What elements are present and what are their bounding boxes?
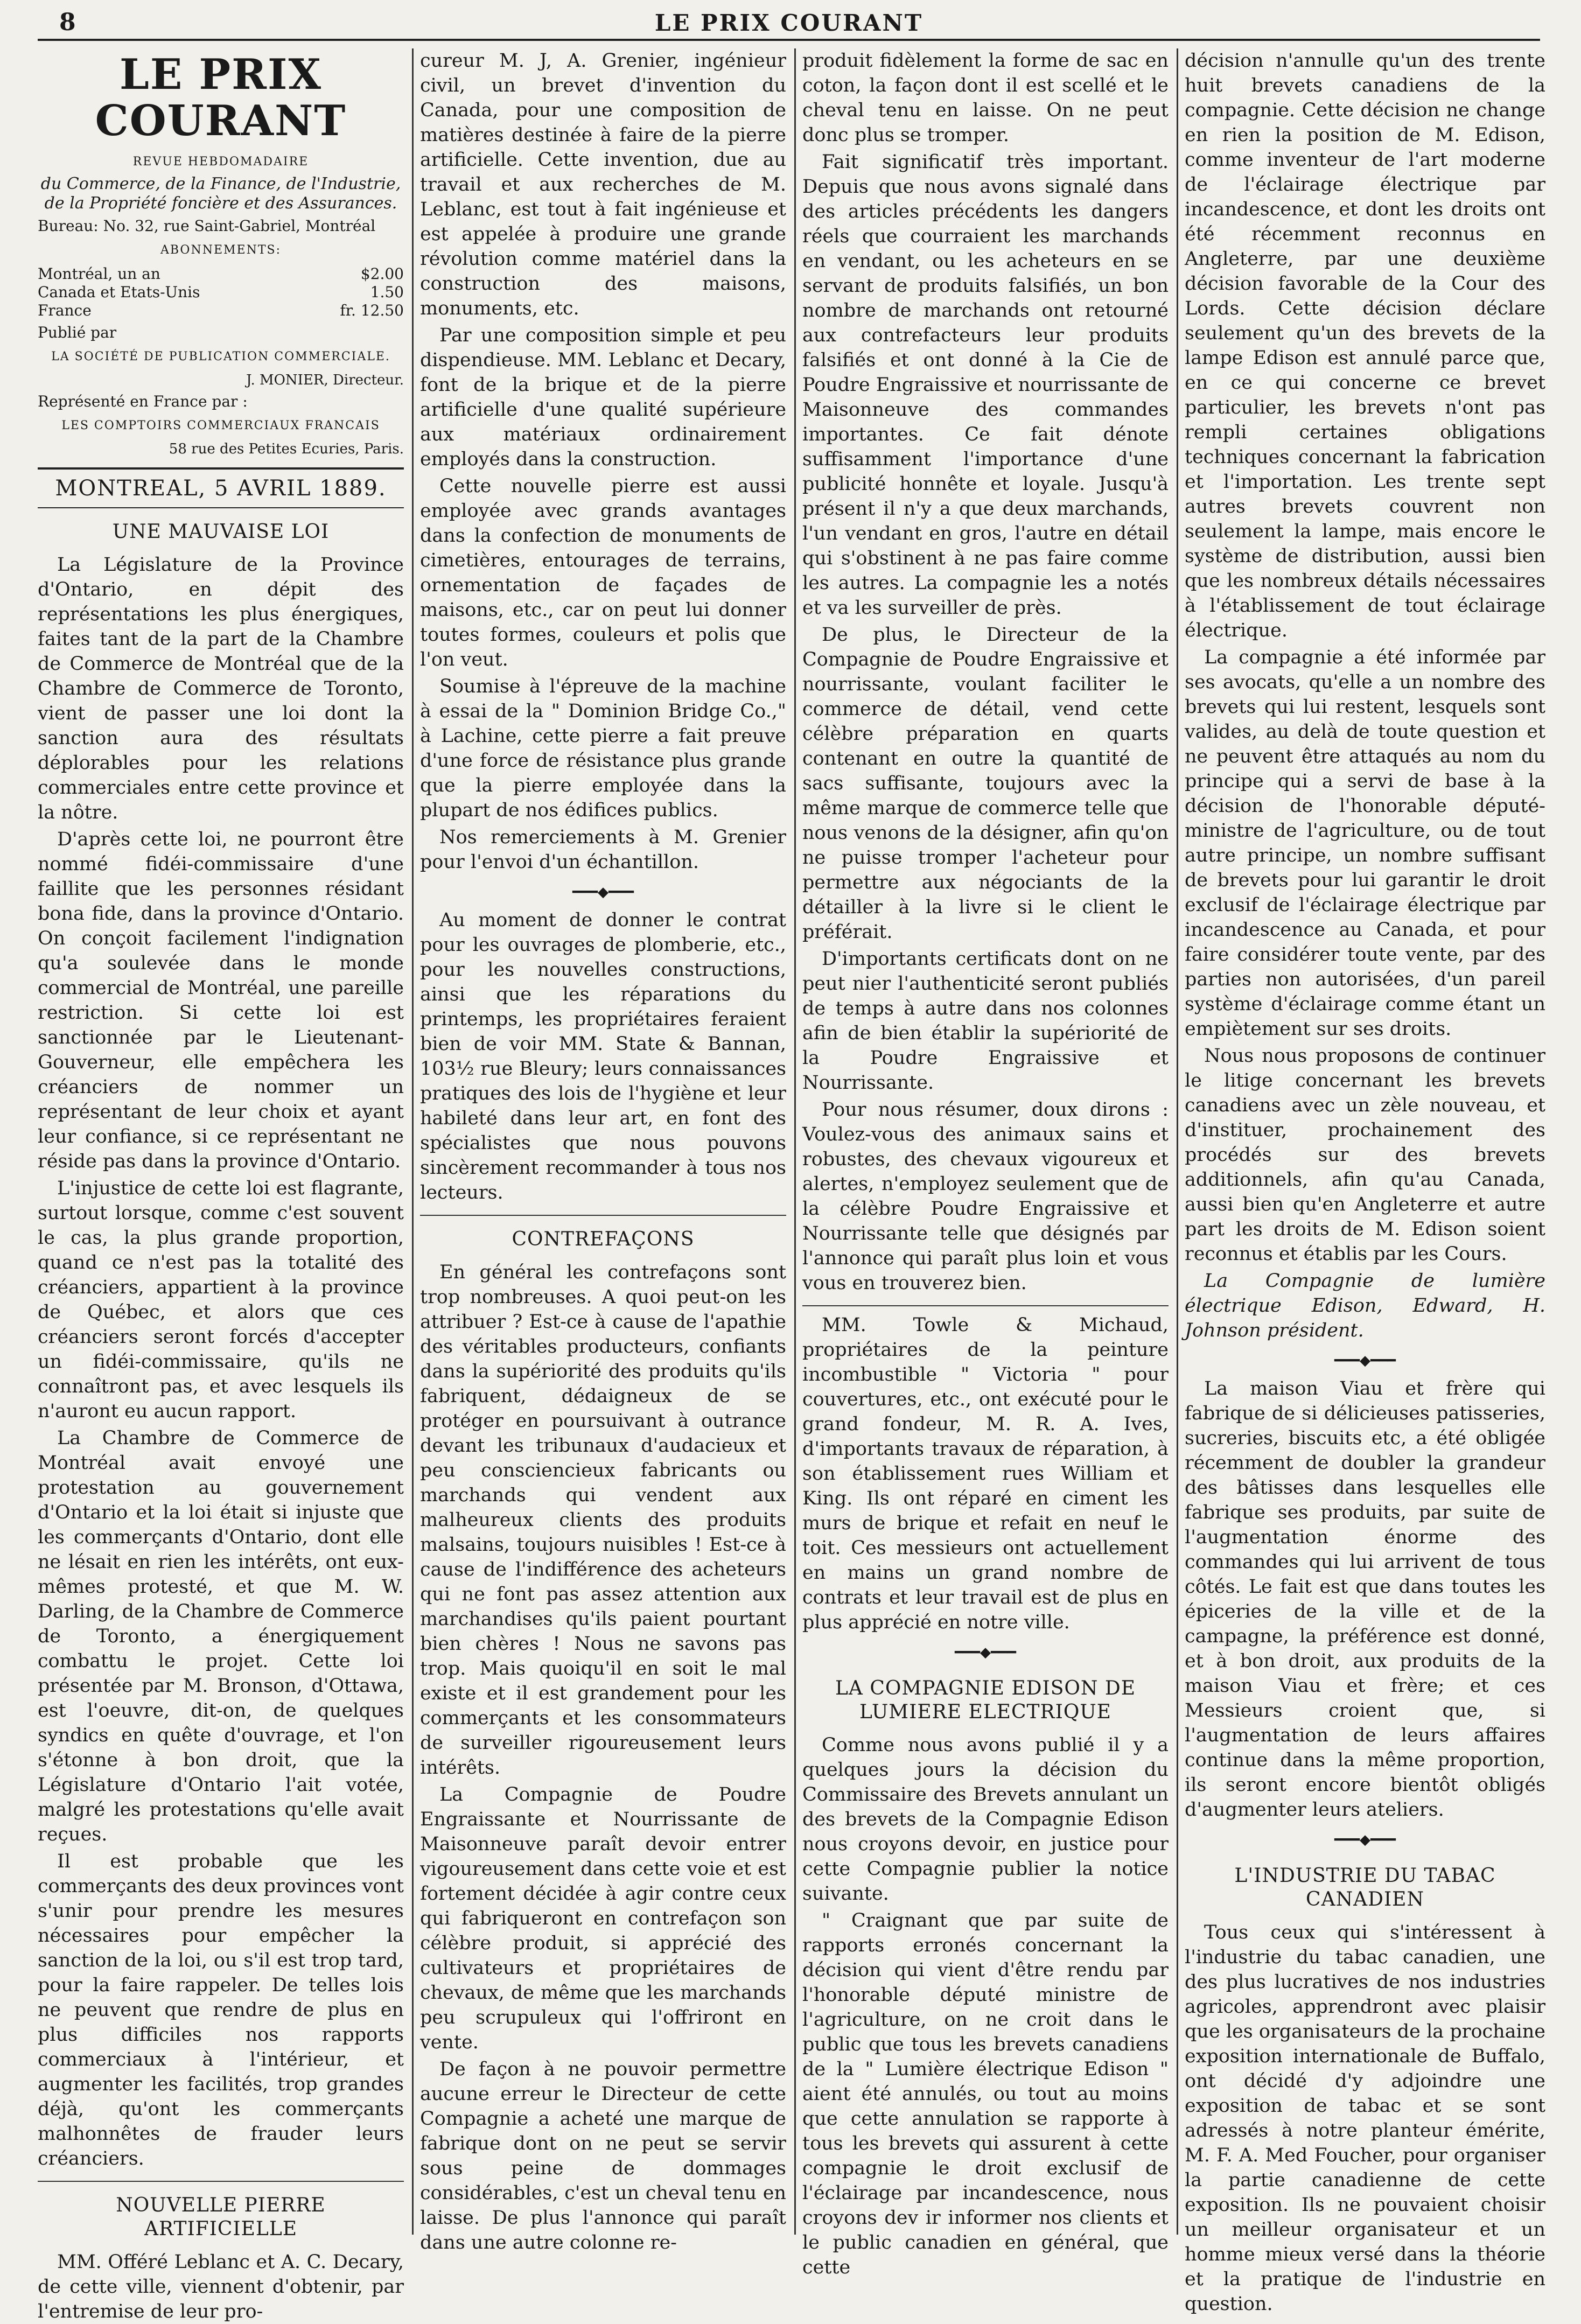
article-paragraph: décision n'annulle qu'un des trente huit brevets canadiens de la compagnie. Cette décision ne change en rien la position de M. Edison, comme inventeur de l'art moderne de l'éclairage électrique par incandescence, et dont les droits ont été récemment reconnus en Angleterre, par une deuxième décision favorable de la Cour des Lords. Cette décision déclare seulement qu'un des brevets de la lampe Edison est annulé parce que, en ce qui concerne ce brevet particulier, les brevets n'ont pas rempli certaines obligations techniques concernant la fabrication et l'importation. Les trente sept autres brevets couvrent non seulement la lampe, mais encore le système de distribution, aussi bien que les nombreux détails nécessaires à l'établissement de tout éclairage électrique. (1185, 50, 1545, 641)
column-rule (1177, 48, 1178, 2235)
masthead-title: LE PRIX COURANT (95, 50, 347, 145)
rate-row (38, 283, 404, 302)
rate-price: 1.50 (370, 283, 404, 301)
article-paragraph: cureur M. J, A. Grenier, ingénieur civil, un brevet d'invention du Canada, pour une composition de matières destinée à faire de la pierre artificielle. Cette invention, due au travail et aux recherches de M. Leblanc, est tout à fait ingénieuse et est appelée à produire une grande révolution comme matériel dans la construction des maisons, monuments, etc. (420, 50, 786, 319)
article-paragraph: Au moment de donner le contrat pour les ouvrages de plomberie, etc., pour les nouvelles constructions, ainsi que les réparations du printemps, les propriétaires feraient bien de voir MM. State & Bannan, 103½ rue Bleury; leurs connaissances pratiques des lois de l'hygiène et leur habileté dans leur art, en font des spécialistes que nous pouvons sincèrement recommander à tous nos lecteurs. (420, 909, 786, 1203)
running-title: LE PRIX COURANT (654, 10, 924, 36)
article-paragraph: De plus, le Directeur de la Compagnie de Poudre Engraissive et nourrissante, voulant faciliter le commerce de détail, vend cette célèbre préparation en quarts contenant en outre la quantité de sacs suffisante, toujours avec la même marque de commerce telle que nous venons de la désigner, afin qu'on ne puisse tromper l'acheteur pour permettre aux négociants de la détailler à la livre si le client le préférait. (802, 624, 1169, 943)
article-paragraph: La Compagnie de Poudre Engraissante et Nourrissante de Maisonneuve paraît devoir entrer vigoureusement dans cette voie et est fortement décidée à agir contre ceux qui fabriqueront en contrefaçon son célèbre produit, si apprécié des cultivateurs et propriétaires de chevaux, de même que les marchands peu scrupuleux qui l'offriront en vente. (420, 1784, 786, 2053)
article-paragraph: D'après cette loi, ne pourront être nommé fidéi-commissaire d'une faillite que les personnes résidant bona fide, dans la province d'Ontario. On conçoit facilement l'indignation qu'a soulevée dans le monde commercial de Montréal, une pareille restriction. Si cette loi est sanctionnée par le Lieutenant-Gouverneur, elle empêchera les créanciers de nommer un représentant de leur choix et ayant leur confiance, si ce représentant ne réside pas dans la province d'Ontario. (38, 829, 404, 1172)
headline-mauvaise-loi: UNE MAUVAISE LOI (112, 521, 330, 543)
dateline: MONTREAL, 5 AVRIL 1889. (38, 467, 404, 508)
column-2 (420, 48, 786, 2253)
rate-price: $2.00 (360, 265, 404, 283)
article-paragraph: La maison Viau et frère qui fabrique de si délicieuses patisseries, sucreries, biscuits etc, a été obligée récemment de doubler la grandeur des bâtisses dans lesquelles elle fabrique ses produits, par suite de l'augmentation énorme des commandes qui lui arrivent de tous côtés. Le fait est que dans toutes les épiceries de la ville et de la campagne, la préférence est donné, et à bon droit, aux produits de la maison Viau et frère; et ces Messieurs croient que, si l'augmentation de leurs affaires continue dans la même proportion, ils seront encore bientôt obligés d'augmenter leurs ateliers. (1185, 1378, 1545, 1821)
headline-edison: LA COMPAGNIE EDISON DE LUMIERE ELECTRIQUE (835, 1677, 1136, 1723)
rate-place: Montréal, un an (38, 265, 160, 283)
article-paragraph: La compagnie a été informée par ses avocats, qu'elle a un nombre des brevets qui lui restent, lesquels sont valides, au delà de toute question et ne peuvent être attaqués au nom du principe qui a servi de base à la décision de l'honorable député-ministre de l'agriculture, ou de tout autre principe, un nombre suffisant de brevets pour lui garantir le droit exclusif de l'éclairage électrique par incandescence au Canada, et pour faire considérer toute vente, par des parties non autorisées, d'un pareil système d'éclairage comme étant un empiètement sur ses droits. (1185, 647, 1545, 1040)
rate-place: France (38, 302, 92, 319)
article-paragraph: Par une composition simple et peu dispendieuse. MM. Leblanc et Decary, font de la brique et de la pierre artificielle d'une qualité supérieure aux matériaux ordinairement employés dans la construction. (420, 325, 786, 470)
societe-name: LA SOCIÉTÉ DE PUBLICATION COMMERCIALE. (51, 350, 390, 363)
article-paragraph: Comme nous avons publié il y a quelques jours la décision du Commissaire des Brevets annulant un des brevets de la Compagnie Edison nous croyons devoir, en justice pour cette Compagnie publier la notice suivante. (802, 1734, 1169, 1905)
article-paragraph: Tous ceux qui s'intéressent à l'industrie du tabac canadien, une des plus lucratives de nos industries agricoles, apprendront avec plaisir que les organisateurs de la prochaine exposition internationale de Buffalo, ont décidé d'y adjoindre une exposition de tabac et se sont adressés à notre planteur émérite, M. F. A. Med Foucher, pour organiser la partie canadienne de cette exposition. Ils ne pouvaient choisir un meilleur organisateur et un homme mieux versé dans la théorie et la pratique de l'industrie en question. (1185, 1922, 1545, 2315)
column-rule (794, 48, 796, 2235)
running-header (38, 8, 1540, 41)
article-paragraph: " Craignant que par suite de rapports erronés concernant la décision qui vient d'être rendu par l'honorable député ministre de l'agriculture, on ne croit dans le public que tous les brevets canadiens de la " Lumière électrique Edison " aient été annulés, ou tout au moins que cette annulation se rapporte à tous les brevets qui assurent à cette compagnie le droit exclusif de l'éclairage par incandescence, nous croyons dev ir informer nos clients et le public canadien en général, que cette (802, 1910, 1169, 2278)
article-paragraph: Fait significatif très important. Depuis que nous avons signalé dans des articles précédents les dangers réels que courraient les marchands en vendant, ou les acheteurs en se servant de produits falsifiés, un bon nombre de marchands ont retourné aux contrefacteurs leur produits falsifiés et ont donné à la Cie de Poudre Engraissive et nourrissante de Maisonneuve des commandes importantes. Ce fait dénote suffisamment l'importance d'une publicité honnête et loyale. Jusqu'à présent il n'y a que deux marchands, l'un vendant en gros, l'autre en détail qui s'obstinent à ne pas faire comme les autres. La compagnie les a notés et va les surveiller de près. (802, 151, 1169, 619)
headline-tabac: L'INDUSTRIE DU TABAC CANADIEN (1234, 1865, 1496, 1910)
comptoirs-address: 58 rue des Petites Ecuries, Paris. (169, 441, 404, 457)
column-4 (1185, 48, 1545, 2315)
ornament-divider: ━━━◆━━━ (1334, 1832, 1396, 1848)
article-signature: La Compagnie de lumière électrique Edison, Edward, H. Johnson président. (1185, 1270, 1545, 1341)
headline-pierre-artificielle: NOUVELLE PIERRE ARTIFICIELLE (116, 2194, 326, 2240)
article-paragraph: MM. Offéré Leblanc et A. C. Decary, de cette ville, viennent d'obtenir, par l'entremise de leur pro- (38, 2251, 404, 2322)
represente: Représenté en France par : (38, 393, 248, 410)
article-paragraph: Nous nous proposons de continuer le litige concernant les brevets canadiens avec un zèle nouveau, et d'instituer, prochainement des procédés sur des brevets additionnels, afin qu'au Canada, aussi bien qu'en Angleterre et autre part les droits de M. Edison soient reconnus et établis par les Cours. (1185, 1045, 1545, 1265)
article-paragraph: De façon à ne pouvoir permettre aucune erreur le Directeur de cette Compagnie a acheté une marque de fabrique dont on ne peut se servir sous peine de dommages considérables, c'est un cheval tenu en laisse. De plus l'annonce qui paraît dans une autre colonne re- (420, 2059, 786, 2253)
article-paragraph: Il est probable que les commerçants des deux provinces vont s'unir pour prendre les mesures nécessaires pour empêcher la sanction de la loi, ou s'il est trop tard, pour la faire rappeler. De telles lois ne peuvent que rendre de plus en plus difficiles nos rapports commerciaux à l'intérieur, et augmenter les facilités, trop grandes déjà, qu'ont les commerçants malhonnêtes de frauder leurs créanciers. (38, 1851, 404, 2169)
article-paragraph: La Législature de la Province d'Ontario, en dépit des représentations les plus énergiques, faites tant de la part de la Chambre de Commerce de Montréal que de la Chambre de Commerce de Toronto, vient de passer une loi dont la sanction aura des résultats déplorables pour les relations commerciales entre cette province et la nôtre. (38, 554, 404, 823)
ornament-divider: ━━━◆━━━ (1334, 1353, 1396, 1369)
article-paragraph: Soumise à l'épreuve de la machine à essai de la " Dominion Bridge Co.," à Lachine, cette pierre a fait preuve d'une force de résistance plus grande que la pierre employée dans la plupart de nos édifices publics. (420, 676, 786, 821)
article-paragraph: La Chambre de Commerce de Montréal avait envoyé une protestation au gouvernement d'Ontario et la loi était si injuste que les commerçants d'Ontario, dont elle ne lésait en rien les intérêts, ont eux-mêmes protesté, et que M. W. Darling, de la Chambre de Commerce de Toronto, a énergiquement combattu le projet. Cette loi présentée par M. Bronson, d'Ottawa, est l'oeuvre, dit-on, de quelques syndics en quête d'ouvrage, et l'on s'étonne à bon droit, que la Législature d'Ontario l'ait votée, malgré les protestations qu'elle avait reçues. (38, 1427, 404, 1845)
article-paragraph: Cette nouvelle pierre est aussi employée avec grands avantages dans la confection de monuments de cimetières, entourages de terrains, ornementation de façades de maisons, etc., car on peut lui donner toutes formes, couleurs et polis que l'on veut. (420, 475, 786, 670)
publie-par: Publié par (38, 324, 117, 341)
article-paragraph: D'importants certificats dont on ne peut nier l'authenticité seront publiés de temps à autre dans nos colonnes afin de bien établir la supériorité de la Poudre Engraissive et Nourrissante. (802, 948, 1169, 1094)
section-rule (802, 1305, 1169, 1306)
masthead-subject-1: du Commerce, de la Finance, de l'Industrie, (40, 174, 401, 193)
article-paragraph: L'injustice de cette loi est flagrante, surtout lorsque, comme c'est souvent le cas, la plus grande proportion, quand ce n'est pas la totalité des créanciers, appartient à la province de Québec, et alors que ces créanciers seront forcés d'accepter un fidéi-commissaire, qu'ils ne connaîtront pas, et avec lesquels ils n'auront eu aucun rapport. (38, 1178, 404, 1422)
article-paragraph: MM. Towle & Michaud, propriétaires de la peinture incombustible " Victoria " pour couvertures, etc., ont exécuté pour le grand fondeur, M. R. A. Ives, d'importants travaux de réparation, à son établissement rues William et King. Ils ont réparé en ciment les murs de brique et refait en neuf le toit. Ces messieurs ont actuellement en mains un grand nombre de contrats et leur travail est de plus en plus apprécié en notre ville. (802, 1314, 1169, 1633)
page-number: 8 (59, 9, 76, 36)
columns (38, 48, 1545, 2322)
article-paragraph: produit fidèlement la forme de sac en coton, la façon dont il est scellé et le cheval tenu en laisse. On ne peut donc plus se tromper. (802, 50, 1169, 146)
comptoirs: LES COMPTOIRS COMMERCIAUX FRANCAIS (61, 419, 380, 432)
rate-row (38, 302, 404, 320)
section-rule (420, 1215, 786, 1216)
ornament-divider: ━━━◆━━━ (955, 1644, 1016, 1661)
ornament-divider: ━━━◆━━━ (572, 884, 634, 900)
rate-place: Canada et Etats-Unis (38, 283, 200, 301)
article-paragraph: Nos remerciements à M. Grenier pour l'envoi d'un échantillon. (420, 827, 786, 873)
abonnements-label: ABONNEMENTS: (160, 243, 282, 257)
rate-row (38, 265, 404, 283)
headline-contrefacons: CONTREFAÇONS (512, 1228, 695, 1250)
column-rule (412, 48, 414, 2235)
column-3 (802, 48, 1169, 2278)
masthead-subject-2: de la Propriété foncière et des Assurances. (44, 194, 397, 213)
article-paragraph: En général les contrefaçons sont trop nombreuses. A quoi peut-on les attribuer ? Est-ce à cause de l'apathie des véritables producteurs, confiants dans la supériorité des produits qu'ils fabriquent, dédaigneux de se protéger en poursuivant à outrance devant les tribunaux d'audacieux et peu consciencieux fabricants ou marchands qui vendent aux malheureux clients des produits malsains, toujours nuisibles ! Est-ce à cause de l'indifférence des acheteurs qui ne font pas assez attention aux marchandises qu'ils paient pourtant bien chères ! Nous ne savons pas trop. Mais quoiqu'il en soit le mal existe et il est grandement pour les commerçants et les consommateurs de surveiller rigoureusement leurs intérêts. (420, 1262, 786, 1779)
rate-price: fr. 12.50 (340, 302, 404, 319)
article-paragraph: Pour nous résumer, doux dirons : Voulez-vous des animaux sains et robustes, des chevaux vigoureux et alertes, n'employez seulement que de la célèbre Poudre Engraissive et Nourrissante telle que désignés par l'annonce qui paraît plus loin et vous vous en trouverez bien. (802, 1099, 1169, 1294)
masthead-subtitle: REVUE HEBDOMADAIRE (132, 155, 309, 169)
directeur: J. MONIER, Directeur. (246, 372, 404, 388)
section-rule (38, 2181, 404, 2182)
masthead-bureau: Bureau: No. 32, rue Saint-Gabriel, Montréal (38, 217, 376, 235)
column-1 (38, 48, 404, 2322)
